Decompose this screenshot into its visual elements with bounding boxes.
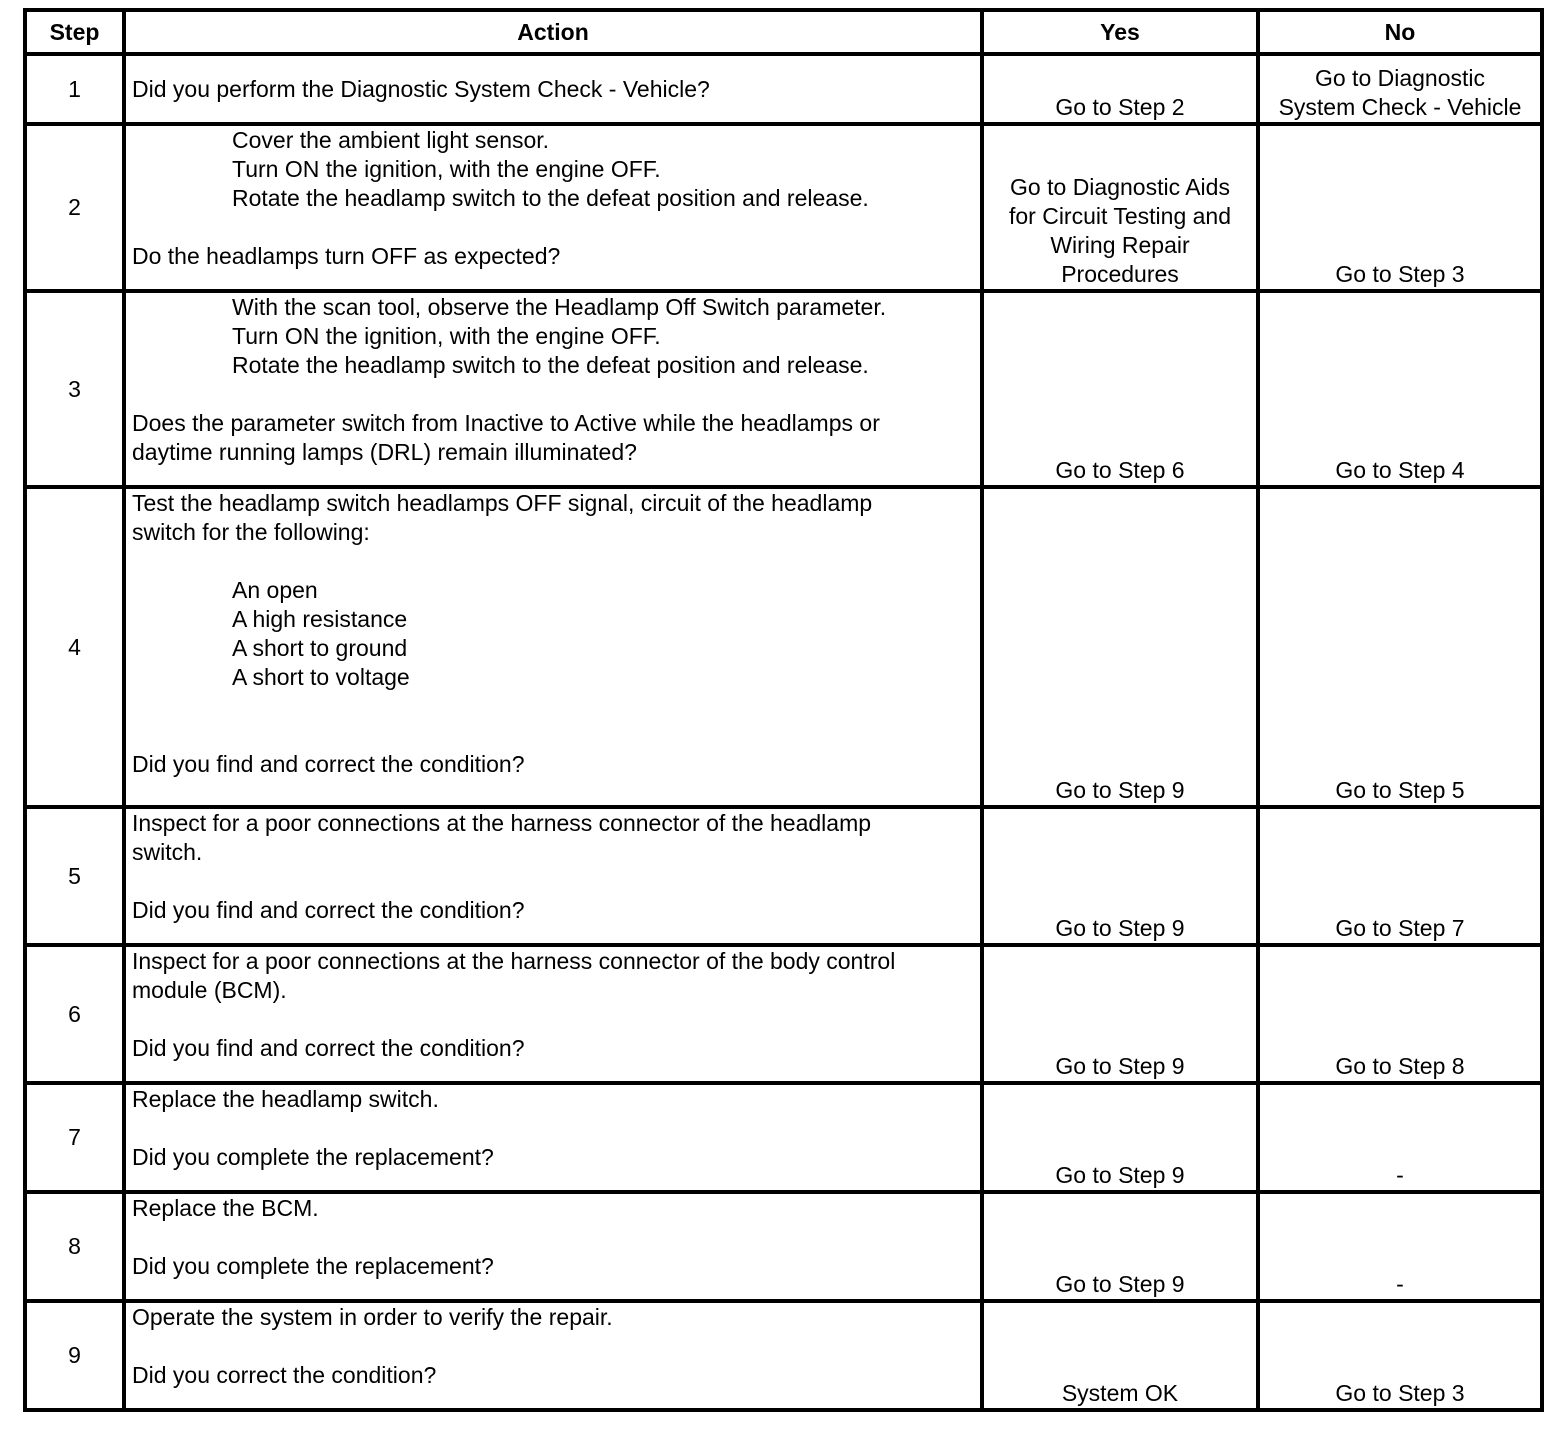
table-row-step-4 <box>25 487 1542 807</box>
action-cell <box>124 1301 982 1410</box>
yes-text: Go to Diagnostic Aids <box>1010 174 1230 200</box>
no-cell <box>1258 1083 1542 1192</box>
action-question: Did you complete the replacement? <box>132 1144 494 1170</box>
action-cell <box>124 1192 982 1301</box>
action-cell <box>124 807 982 945</box>
action-item: Rotate the headlamp switch to the defeat position and release. <box>232 185 869 211</box>
spacer <box>132 213 974 242</box>
spacer <box>132 692 974 750</box>
action-item: Turn ON the ignition, with the engine OFF. <box>232 156 661 182</box>
yes-text: Wiring Repair <box>1050 232 1190 258</box>
spacer <box>132 1223 974 1252</box>
action-item: Turn ON the ignition, with the engine OFF. <box>232 323 661 349</box>
no-text: System Check - Vehicle <box>1278 94 1522 120</box>
yes-cell <box>982 1301 1258 1410</box>
spacer <box>132 1005 974 1034</box>
action-item: With the scan tool, observe the Headlamp Off Switch parameter. <box>232 294 887 320</box>
action-cell <box>124 945 982 1083</box>
spacer <box>132 1332 974 1361</box>
header-step: Step <box>25 10 124 54</box>
yes-text: Go to Step 9 <box>1055 777 1185 803</box>
action-cell <box>124 54 982 124</box>
yes-text: Go to Step 6 <box>1055 457 1185 483</box>
no-cell <box>1258 1192 1542 1301</box>
no-cell <box>1258 1301 1542 1410</box>
yes-cell <box>982 54 1258 124</box>
step-number: 7 <box>25 1083 124 1192</box>
no-cell <box>1258 945 1542 1083</box>
spacer <box>132 867 974 896</box>
action-question: Do the headlamps turn OFF as expected? <box>132 243 561 269</box>
table-row-step-5 <box>25 807 1542 945</box>
yes-text: Go to Step 2 <box>1055 94 1185 120</box>
yes-text: for Circuit Testing and <box>1008 203 1231 229</box>
yes-text: Go to Step 9 <box>1055 915 1185 941</box>
step-number: 1 <box>25 54 124 124</box>
action-item: A short to ground <box>232 635 408 661</box>
no-cell <box>1258 54 1542 124</box>
spacer <box>132 547 974 576</box>
no-text: - <box>1396 1271 1404 1297</box>
action-intro: Replace the BCM. <box>132 1195 319 1221</box>
spacer <box>132 1114 974 1143</box>
action-cell <box>124 1083 982 1192</box>
yes-text: Go to Step 9 <box>1055 1271 1185 1297</box>
yes-cell <box>982 487 1258 807</box>
action-cell <box>124 124 982 291</box>
yes-text: Go to Step 9 <box>1055 1053 1185 1079</box>
table-row-step-7 <box>25 1083 1542 1192</box>
action-question: Did you find and correct the condition? <box>132 897 525 923</box>
table-row-step-6 <box>25 945 1542 1083</box>
yes-text: Procedures <box>1061 261 1179 287</box>
action-intro: module (BCM). <box>132 977 287 1003</box>
action-intro: Test the headlamp switch headlamps OFF signal, circuit of the headlamp <box>132 490 873 516</box>
no-text: Go to Step 7 <box>1335 915 1465 941</box>
header-row <box>25 10 1542 54</box>
table-row-step-9 <box>25 1301 1542 1410</box>
action-item: A high resistance <box>232 606 408 632</box>
action-item: A short to voltage <box>232 664 410 690</box>
step-number: 8 <box>25 1192 124 1301</box>
diagnostic-table <box>23 8 1544 1412</box>
header-action: Action <box>124 10 982 54</box>
action-item: Cover the ambient light sensor. <box>232 127 550 153</box>
no-text: Go to Diagnostic <box>1314 65 1486 91</box>
action-intro: switch for the following: <box>132 519 370 545</box>
action-question: daytime running lamps (DRL) remain illuminated? <box>132 439 637 465</box>
no-text: - <box>1396 1162 1404 1188</box>
action-question: Did you correct the condition? <box>132 1362 437 1388</box>
action-intro: switch. <box>132 839 203 865</box>
spacer <box>132 380 974 409</box>
action-cell <box>124 487 982 807</box>
no-cell <box>1258 124 1542 291</box>
header-no: No <box>1258 10 1542 54</box>
yes-cell <box>982 1083 1258 1192</box>
action-question: Did you perform the Diagnostic System Check - Vehicle? <box>132 75 710 102</box>
yes-cell <box>982 291 1258 487</box>
step-number: 6 <box>25 945 124 1083</box>
table-row-step-8 <box>25 1192 1542 1301</box>
no-text: Go to Step 3 <box>1335 1380 1465 1406</box>
yes-cell <box>982 124 1258 291</box>
no-cell <box>1258 291 1542 487</box>
action-item: An open <box>232 577 318 603</box>
yes-text: System OK <box>1061 1380 1179 1406</box>
no-text: Go to Step 5 <box>1335 777 1465 803</box>
yes-cell <box>982 807 1258 945</box>
step-number: 2 <box>25 124 124 291</box>
step-number: 9 <box>25 1301 124 1410</box>
step-number: 4 <box>25 487 124 807</box>
step-number: 3 <box>25 291 124 487</box>
action-item: Rotate the headlamp switch to the defeat position and release. <box>232 352 869 378</box>
action-intro: Inspect for a poor connections at the harness connector of the headlamp <box>132 810 872 836</box>
table-row-step-2 <box>25 124 1542 291</box>
action-intro: Inspect for a poor connections at the harness connector of the body control <box>132 948 896 974</box>
table-row-step-1 <box>25 54 1542 124</box>
yes-text: Go to Step 9 <box>1055 1162 1185 1188</box>
step-number: 5 <box>25 807 124 945</box>
header-yes: Yes <box>982 10 1258 54</box>
action-question: Does the parameter switch from Inactive to Active while the headlamps or <box>132 410 880 436</box>
table-row-step-3 <box>25 291 1542 487</box>
no-text: Go to Step 8 <box>1335 1053 1465 1079</box>
action-intro: Operate the system in order to verify the repair. <box>132 1304 613 1330</box>
no-text: Go to Step 3 <box>1335 261 1465 287</box>
action-intro: Replace the headlamp switch. <box>132 1086 439 1112</box>
action-question: Did you find and correct the condition? <box>132 1035 525 1061</box>
action-question: Did you find and correct the condition? <box>132 751 525 777</box>
no-cell <box>1258 487 1542 807</box>
yes-cell <box>982 945 1258 1083</box>
action-cell <box>124 291 982 487</box>
action-question: Did you complete the replacement? <box>132 1253 494 1279</box>
no-text: Go to Step 4 <box>1335 457 1465 483</box>
no-cell <box>1258 807 1542 945</box>
yes-cell <box>982 1192 1258 1301</box>
